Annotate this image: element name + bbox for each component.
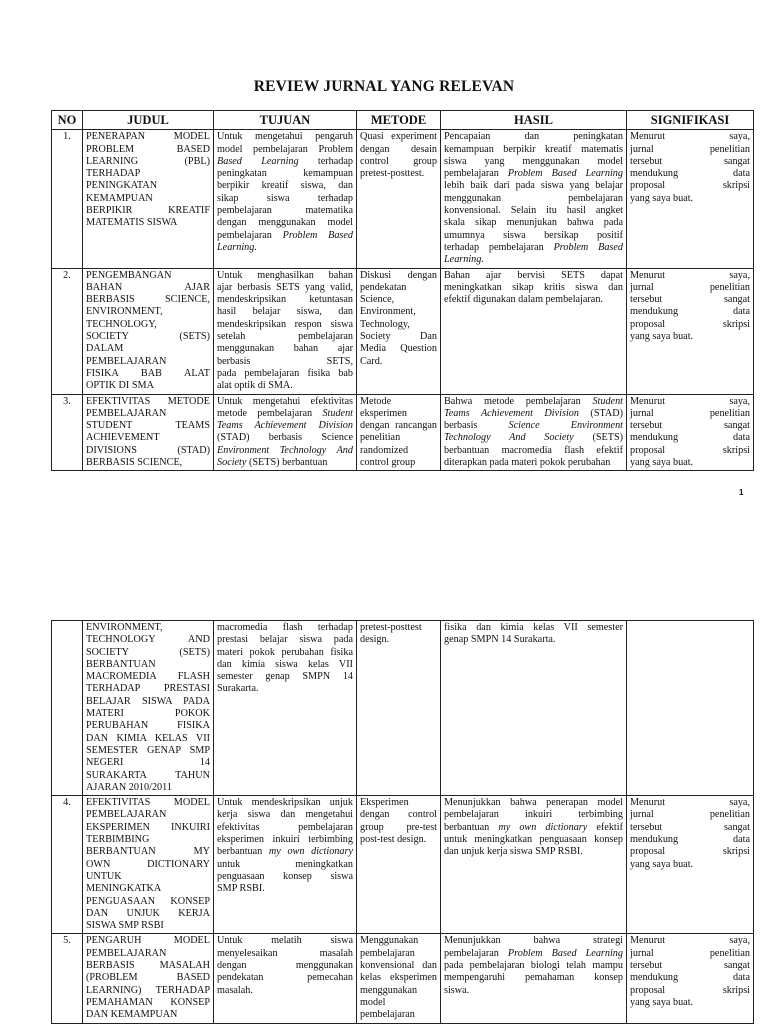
cell-line: PERUBAHAN FISIKA [86, 720, 210, 732]
cell-line: dengan menggunakan [217, 960, 353, 972]
row-number: 3. [52, 394, 83, 471]
cell-line: OPTIK DI SMA [86, 380, 154, 392]
cell-line: EFEKTIVITAS MODEL [86, 797, 210, 809]
cell-line: Technology, [360, 318, 410, 330]
cell-line: DAN KIMIA KELAS VII [86, 732, 210, 744]
cell-line: yang saya buat. [630, 996, 694, 1008]
cell-line: LEARNING) TERHADAP [86, 984, 210, 996]
cell-line: materi pokok perubahan fisika [217, 646, 353, 658]
cell-line: Bahan ajar bervisi SETS dapat [444, 269, 623, 281]
cell-line: ENVIRONMENT, [86, 306, 163, 318]
hasil-cell [441, 394, 627, 471]
cell-line: pembelajaran [360, 947, 415, 959]
signifikasi-cell [627, 130, 754, 268]
cell-line: Menurut saya, [630, 395, 750, 407]
hasil-cell [441, 130, 627, 268]
cell-line: tersebut sangat [630, 821, 750, 833]
cell-line: untuk meningkatkan [217, 858, 353, 870]
cell-line: PENGEMBANGAN [86, 269, 172, 281]
cell-line: BERPIKIR KREATIF [86, 205, 210, 217]
metode-cell [357, 130, 441, 268]
cell-line: proposal skripsi [630, 846, 750, 858]
cell-line: Untuk mengetahui efektivitas [217, 395, 353, 407]
cell-line: UNTUK [86, 870, 122, 882]
cell-line: mendukung data [630, 432, 750, 444]
cell-line: pembelajaran Problem Based Learning [444, 168, 623, 180]
cell-line: siswa. [444, 984, 470, 996]
header-hasil: HASIL [441, 111, 627, 130]
header-metode: METODE [357, 111, 441, 130]
cell-line: model pembelajaran Problem [217, 143, 353, 155]
tujuan-cell [214, 934, 357, 1023]
table-row [52, 268, 754, 394]
cell-line: pada pembelajaran fisika bab [217, 367, 353, 379]
row-number: 1. [52, 130, 83, 268]
cell-line: Diskusi dengan [360, 269, 437, 281]
cell-line: genap SMPN 14 Surakarta. [444, 634, 556, 646]
cell-line: ENVIRONMENT, [86, 622, 163, 633]
cell-line: peningkatan kemampuan [217, 168, 353, 180]
cell-line: Media Question [360, 343, 437, 355]
metode-cell [357, 796, 441, 934]
cell-line: berbasis SETS, [217, 355, 353, 367]
cell-line: MENINGKATKA [86, 883, 162, 895]
tujuan-cell [214, 394, 357, 471]
cell-line: semester genap SMPN 14 [217, 671, 353, 683]
cell-line: penelitian [360, 432, 401, 444]
cell-line: siswa yang menggunakan model [444, 155, 623, 167]
cell-line: control group [360, 457, 416, 469]
cell-line: proposal skripsi [630, 180, 750, 192]
table-row [52, 796, 754, 934]
cell-line: Environment Technology And [217, 444, 353, 456]
tujuan-cell [214, 130, 357, 268]
cell-line: Menurut saya, [630, 269, 750, 281]
cell-line: menggunakan [360, 984, 418, 996]
cell-line: fisika dan kimia kelas VII semester [444, 622, 623, 633]
cell-line: NEGERI 14 [86, 757, 210, 769]
cell-line: yang saya buat. [630, 457, 694, 469]
cell-line: mendukung data [630, 306, 750, 318]
cell-line: pembelajaran inkuiri terbimbing [444, 809, 623, 821]
table-row [52, 130, 754, 268]
cell-line: Untuk melatih siswa [217, 935, 353, 947]
cell-line: MACROMEDIA FLASH [86, 671, 210, 683]
cell-line: PENGUASAAN KONSEP [86, 895, 210, 907]
header-tujuan: TUJUAN [214, 111, 357, 130]
cell-line: SOCIETY (SETS) [86, 646, 210, 658]
cell-line: Society Dan [360, 331, 437, 343]
cell-line: mendukung data [630, 972, 750, 984]
table-row [52, 934, 754, 1023]
cell-line: Metode [360, 395, 392, 407]
cell-line: berbantuan my own dictionary [217, 846, 353, 858]
cell-line: dan unjuk kerja siswa SMP RSBI. [444, 846, 583, 858]
cell-line: Learning. [217, 241, 257, 253]
page-number: 1 [739, 488, 744, 497]
table-header-row [52, 111, 754, 130]
cell-line: jurnal penelitian [630, 947, 750, 959]
cell-line: kemampuan berpikir kreatif matematis [444, 143, 623, 155]
cell-line: PENERAPAN MODEL [86, 131, 210, 143]
cell-line: DAN UNJUK KERJA [86, 907, 210, 919]
cell-line: AJARAN 2010/2011 [86, 781, 172, 793]
cell-line: dengan rancangan [360, 420, 437, 432]
cell-line: Environment, [360, 306, 416, 318]
cell-line: hasil belajar siswa, dan [217, 306, 353, 318]
cell-line: control group [360, 155, 437, 167]
judul-cell [83, 130, 214, 268]
review-table-page-1 [51, 110, 754, 471]
cell-line: STUDENT TEAMS [86, 420, 210, 432]
cell-line: EFEKTIVITAS METODE [86, 395, 210, 407]
cell-line: OWN DICTIONARY [86, 858, 210, 870]
cell-line: BERBASIS MASALAH [86, 960, 210, 972]
cell-line: BELAJAR SISWA PADA [86, 695, 210, 707]
cell-line: Pencapaian dan peningkatan [444, 131, 623, 143]
cell-line: mendukung data [630, 168, 750, 180]
cell-line: pretest-posttest. [360, 168, 425, 180]
cell-line: PENGARUH MODEL [86, 935, 210, 947]
cell-line: jurnal penelitian [630, 143, 750, 155]
cell-line: Untuk menghasilkan bahan [217, 269, 353, 281]
cell-line: pendekatan pemecahan [217, 972, 353, 984]
cell-line: kerja siswa dan mengetahui [217, 809, 353, 821]
cell-line: FISIKA BAB ALAT [86, 367, 210, 379]
cell-line: pretest-posttest [360, 622, 422, 633]
cell-line: BERBASIS SCIENCE, [86, 457, 183, 469]
cell-line: Society (SETS) berbantuan [217, 457, 328, 469]
cell-line: Quasi experiment [360, 131, 437, 143]
judul-cell [83, 621, 214, 796]
cell-line: proposal skripsi [630, 984, 750, 996]
signifikasi-cell [627, 621, 754, 796]
cell-line: randomized [360, 444, 409, 456]
cell-line: mempengaruhi pemahaman konsep [444, 972, 623, 984]
cell-line: LEARNING (PBL) [86, 155, 210, 167]
cell-line: prestasi belajar siswa pada [217, 634, 353, 646]
cell-line: KEMAMPUAN [86, 192, 153, 204]
cell-line: BAHAN AJAR [86, 281, 210, 293]
cell-line: jurnal penelitian [630, 809, 750, 821]
cell-line: BERBANTUAN [86, 658, 156, 670]
row-number: 2. [52, 268, 83, 394]
cell-line: efektivitas pembelajaran [217, 821, 353, 833]
cell-line: PEMBELAJARAN [86, 947, 167, 959]
cell-line: berpikir kreatif siswa, dan [217, 180, 353, 192]
metode-cell [357, 394, 441, 471]
metode-cell [357, 934, 441, 1023]
cell-line: SMP RSBI. [217, 883, 265, 895]
cell-line: pembelajaran Problem Based Learning [444, 947, 623, 959]
cell-line: ajar berbasis SETS yang valid, [217, 281, 353, 293]
cell-line: eksperimen [360, 407, 407, 419]
cell-line: Untuk mendeskripsikan unjuk [217, 797, 353, 809]
cell-line: dan kimia siswa kelas VII [217, 658, 353, 670]
cell-line: SEMESTER GENAP SMP [86, 744, 210, 756]
cell-line: setelah pembelajaran [217, 331, 353, 343]
row-number: 4. [52, 796, 83, 934]
cell-line: macromedia flash terhadap [217, 622, 353, 633]
cell-line: untuk meningkatkan penguasaan konsep [444, 834, 623, 846]
hasil-cell [441, 268, 627, 394]
cell-line: berbasis Science Environment [444, 420, 623, 432]
signifikasi-cell [627, 268, 754, 394]
cell-line: PENINGKATAN [86, 180, 158, 192]
cell-line: Untuk mengetahui pengaruh [217, 131, 353, 143]
cell-line: Menurut saya, [630, 131, 750, 143]
cell-line: mendukung data [630, 834, 750, 846]
cell-line: masalah. [217, 984, 253, 996]
table-row [52, 394, 754, 471]
cell-line: berbantuan my own dictionary efektif [444, 821, 623, 833]
cell-line: Menurut saya, [630, 935, 750, 947]
tujuan-cell [214, 621, 357, 796]
cell-line: yang saya buat. [630, 331, 694, 343]
hasil-cell [441, 796, 627, 934]
header-no: NO [52, 111, 83, 130]
header-signifikasi: SIGNIFIKASI [627, 111, 754, 130]
cell-line: Menunjukkan bahwa penerapan model [444, 797, 623, 809]
cell-line: tersebut sangat [630, 420, 750, 432]
cell-line: group pre-test [360, 821, 437, 833]
cell-line: PEMAHAMAN KONSEP [86, 996, 210, 1008]
cell-line: BERBASIS SCIENCE, [86, 294, 210, 306]
cell-line: yang saya buat. [630, 192, 694, 204]
review-table-page-2 [51, 620, 754, 1024]
cell-line: konvensional dan [360, 960, 437, 972]
cell-line: proposal skripsi [630, 318, 750, 330]
cell-line: dengan desain [360, 143, 437, 155]
cell-line: (STAD) berbasis Science [217, 432, 353, 444]
cell-line: PEMBELAJARAN [86, 407, 167, 419]
table-row [52, 621, 754, 796]
cell-line: mendeskripsikan ketuntasan [217, 294, 353, 306]
signifikasi-cell [627, 796, 754, 934]
cell-line: metode pembelajaran Student [217, 407, 353, 419]
signifikasi-cell [627, 394, 754, 471]
tujuan-cell [214, 796, 357, 934]
cell-line: Menunjukkan bahwa strategi [444, 935, 623, 947]
cell-line: DIVISIONS (STAD) [86, 444, 210, 456]
cell-line: Card. [360, 355, 383, 367]
cell-line: SISWA SMP RSBI [86, 920, 164, 932]
metode-cell [357, 268, 441, 394]
cell-line: Teams Achievement Division [217, 420, 353, 432]
cell-line: post-test design. [360, 834, 427, 846]
cell-line: ACHIEVEMENT [86, 432, 160, 444]
cell-line: jurnal penelitian [630, 407, 750, 419]
cell-line: tersebut sangat [630, 960, 750, 972]
cell-line: design. [360, 634, 390, 646]
cell-line: kelas eksperimen [360, 972, 437, 984]
cell-line: pada pembelajaran biologi telah mampu [444, 960, 623, 972]
cell-line: PEMBELAJARAN [86, 355, 167, 367]
page-title: REVIEW JURNAL YANG RELEVAN [253, 78, 515, 95]
cell-line: diterapkan pada materi pokok perubahan [444, 457, 611, 469]
cell-line: proposal skripsi [630, 444, 750, 456]
judul-cell [83, 394, 214, 471]
cell-line: SURAKARTA TAHUN [86, 769, 210, 781]
cell-line: SOCIETY (SETS) [86, 331, 210, 343]
row-number [52, 621, 83, 796]
cell-line: DALAM [86, 343, 124, 355]
cell-line: pembelajaran matematika [217, 205, 353, 217]
cell-line: Menggunakan [360, 935, 419, 947]
cell-line: menyelesaikan masalah [217, 947, 353, 959]
judul-cell [83, 268, 214, 394]
tujuan-cell [214, 268, 357, 394]
cell-line: TECHNOLOGY, [86, 318, 157, 330]
metode-cell [357, 621, 441, 796]
cell-line: pembelajaran [360, 1009, 415, 1021]
cell-line: konvensional. Selain itu hasil angket [444, 205, 623, 217]
header-judul: JUDUL [83, 111, 214, 130]
cell-line: berbantuan macromedia flash efektif [444, 444, 623, 456]
cell-line: PEMBELAJARAN [86, 809, 167, 821]
signifikasi-cell [627, 934, 754, 1023]
hasil-cell [441, 934, 627, 1023]
cell-line: lebih baik dari pada siswa yang belajar [444, 180, 623, 192]
cell-line: yang saya buat. [630, 858, 694, 870]
cell-line: skala sikap menunjukan bahwa pada [444, 217, 623, 229]
cell-line: EKSPERIMEN INKUIRI [86, 821, 210, 833]
cell-line: dengan menggunakan model [217, 217, 353, 229]
cell-line: TERBIMBING [86, 834, 150, 846]
cell-line: sikap siswa terhadap [217, 192, 353, 204]
row-number: 5. [52, 934, 83, 1023]
judul-cell [83, 934, 214, 1023]
cell-line: alat optik di SMA. [217, 380, 293, 392]
cell-line: TECHNOLOGY AND [86, 634, 210, 646]
cell-line: terhadap pembelajaran Problem Based [444, 241, 623, 253]
judul-cell [83, 796, 214, 934]
cell-line: tersebut sangat [630, 155, 750, 167]
cell-line: Learning. [444, 254, 484, 266]
cell-line: dengan control [360, 809, 437, 821]
cell-line: Technology And Society (SETS) [444, 432, 623, 444]
cell-line: Menurut saya, [630, 797, 750, 809]
cell-line: MATEMATIS SISWA [86, 217, 178, 229]
hasil-cell [441, 621, 627, 796]
cell-line: umumnya siswa bersikap positif [444, 229, 623, 241]
cell-line: efektif digunakan dalam pembelajaran. [444, 294, 603, 306]
cell-line: jurnal penelitian [630, 281, 750, 293]
cell-line: Surakarta. [217, 683, 259, 695]
cell-line: Teams Achievement Division (STAD) [444, 407, 623, 419]
cell-line: menggunakan bahan ajar [217, 343, 353, 355]
cell-line: Based Learning terhadap [217, 155, 353, 167]
cell-line: PROBLEM BASED [86, 143, 210, 155]
cell-line: BERBANTUAN MY [86, 846, 210, 858]
cell-line: meningkatkan sikap kritis siswa dan [444, 281, 623, 293]
cell-line: TERHADAP [86, 168, 141, 180]
cell-line: menggunakan pembelajaran [444, 192, 623, 204]
cell-line: tersebut sangat [630, 294, 750, 306]
cell-line: Eksperimen [360, 797, 409, 809]
cell-line: Science, [360, 294, 395, 306]
cell-line: (PROBLEM BASED [86, 972, 210, 984]
cell-line: mendeskripsikan respon siswa [217, 318, 353, 330]
cell-line: eksperimen inkuiri terbimbing [217, 834, 353, 846]
cell-line: pendekatan [360, 281, 407, 293]
cell-line: Bahwa metode pembelajaran Student [444, 395, 623, 407]
cell-line: TERHADAP PRESTASI [86, 683, 210, 695]
cell-line: pembelajaran Problem Based [217, 229, 354, 241]
cell-line: penguasaan konsep siswa [217, 870, 353, 882]
cell-line: model [360, 996, 386, 1008]
cell-line: DAN KEMAMPUAN [86, 1009, 178, 1021]
cell-line: MATERI POKOK [86, 708, 210, 720]
